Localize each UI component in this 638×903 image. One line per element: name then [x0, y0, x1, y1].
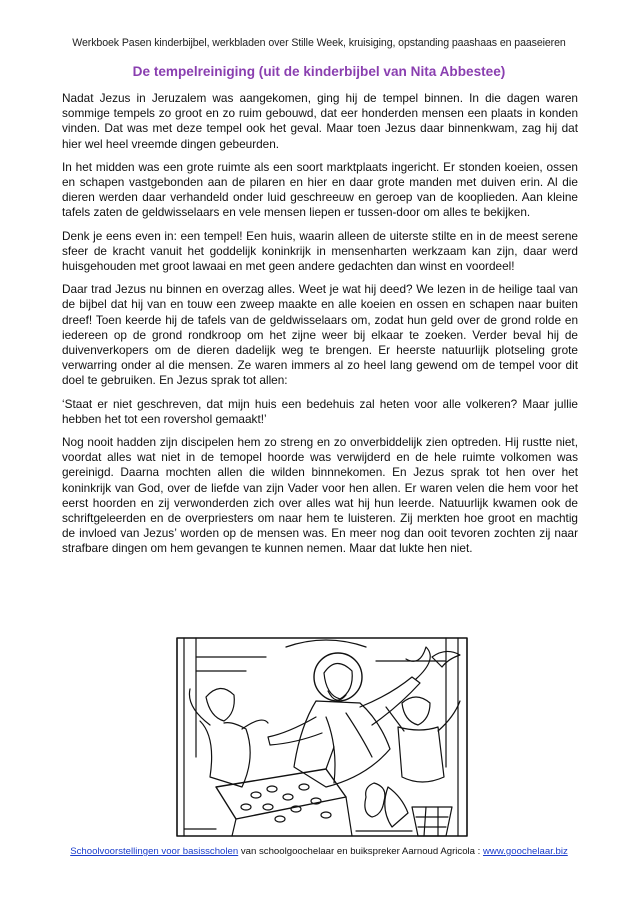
- paragraph: In het midden was een grote ruimte als een soort marktplaats ingericht. Er stonden koeien, ossen en schapen vastgebonden aan de pilaren en hier en daar grote manden met duiven erin. Al die dieren werden daar verhandeld onder luid geschreeuw en geroep van de kooplieden. Aan kleine tafels zaten de geldwisselaars en vele mensen liepen er tussen-door om alles te bekijken.: [62, 159, 578, 220]
- paragraph: ‘Staat er niet geschreven, dat mijn huis een bedehuis zal heten voor alle volkeren? Maar jullie hebben het tot een rovershol gemaakt!’: [62, 396, 578, 426]
- footer-credit-text: van schoolgoochelaar en buikspreker Aarnoud Agricola :: [238, 846, 483, 857]
- paragraph: Daar trad Jezus nu binnen en overzag alles. Weet je wat hij deed? We lezen in de heilige taal van de bijbel dat hij van en touw een zweep maakte en alle koeien en ossen en schapen naar buiten dreef! Toen keerde hij de tafels van de geldwisselaars om, zodat hun geld over de grond rolde en iedereen op de grond rondkroop om het zijne weer bij elkaar te zoeken. Verder beval hij de duivenverkopers om de dieren dadelijk weg te brengen. Er heerste natuurlijk plotseling grote verwarring onder al die mensen. Ze waren immers al zo heel lang gewend om de tempel voor dit doel te gebruiken. En Jezus sprak tot allen:: [62, 282, 578, 388]
- temple-cleansing-coloring-illustration: [176, 637, 468, 837]
- paragraph: Denk je eens even in: een tempel! Een huis, waarin alleen de uiterste stilte en in de meest serene sfeer de kracht vanuit het goddelijk koninkrijk in mensenharten werkzaam kan zijn, daar werd huisgehouden met groot lawaai en met geen andere gedachten dan winst en voordeel!: [62, 228, 578, 274]
- footer-link-school-shows[interactable]: Schoolvoorstellingen voor basisscholen: [70, 846, 239, 857]
- paragraph: Nog nooit hadden zijn discipelen hem zo streng en zo onverbiddelijk zien optreden. Hij rustte niet, voordat alles wat niet in de temopel hoorde was verwijderd en de hele ruimte volkomen was gereinigd. Daarna mochten allen die wilden binnnekomen. En Jezus sprak tot hen over het koninkrijk van God, over de liefde van zijn Vader voor hen allen. Er waren velen die hem voor het eerst hoorden en zij verwonderden zich over alles wat hij hun leerde. Natuurlijk kwamen ook de schriftgeleerden en de overpriesters om naar hem te luisteren. Zij merkten hoe groot en machtig de invloed van Jezus’ worden op de mensen was. En meer nog dan ooit tevoren zochten zij naar strafbare dingen om hem gevangen te kunnen nemen. Maar dat lukte hen niet.: [62, 435, 578, 556]
- page-footer: [0, 846, 638, 857]
- story-text: [62, 91, 578, 565]
- paragraph: Nadat Jezus in Jeruzalem was aangekomen, ging hij de tempel binnen. In die dagen waren sommige tempels zo groot en zo ruim gebouwd, dat eer honderden mensen een plaats in konden vinden. Dat was met deze tempel ook het geval. Maar toen Jezus daar binnenkwam, zag hij dat hier wel heel vreemde dingen gebeurden.: [62, 91, 578, 151]
- footer-link-website[interactable]: www.goochelaar.biz: [483, 846, 568, 857]
- page-title: De tempelreiniging (uit de kinderbijbel van Nita Abbestee): [132, 64, 506, 79]
- page-header: Werkboek Pasen kinderbijbel, werkbladen over Stille Week, kruisiging, opstanding paashaas en paaseieren: [72, 37, 566, 49]
